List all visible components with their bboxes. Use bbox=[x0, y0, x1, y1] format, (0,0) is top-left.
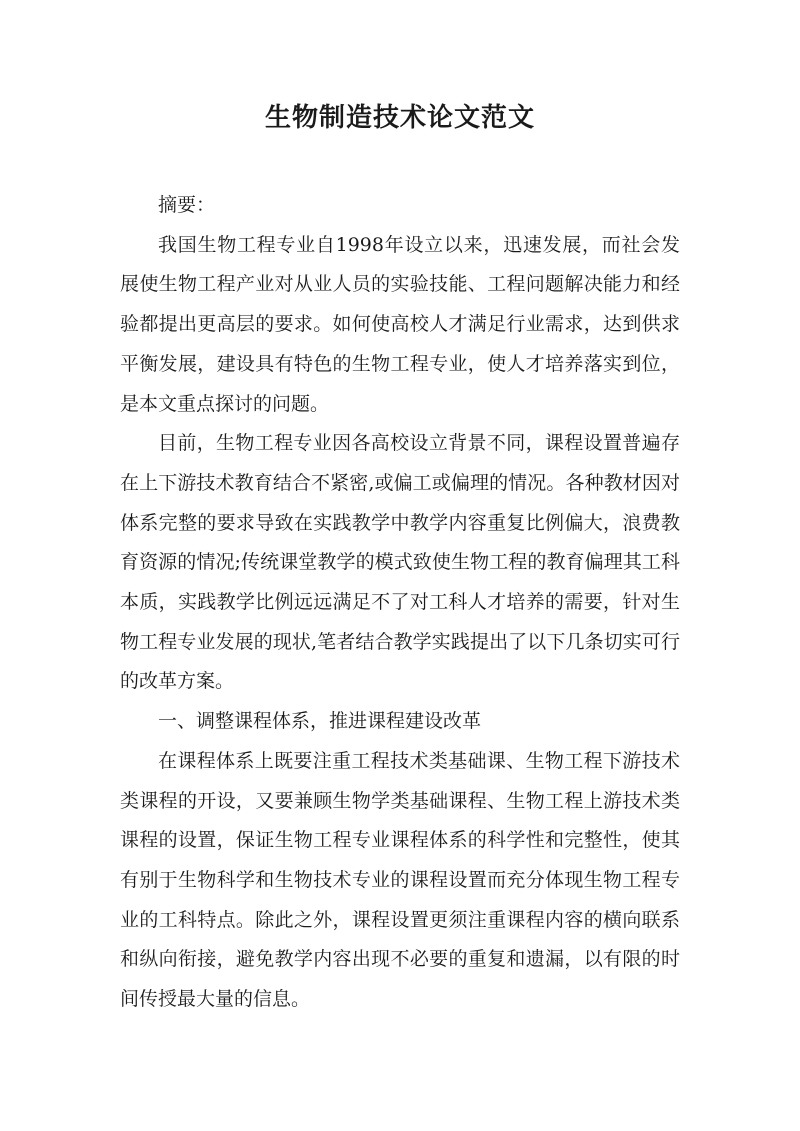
section-heading-1: 一、调整课程体系，推进课程建设改革 bbox=[158, 710, 482, 733]
paragraph-curriculum: 在课程体系上既要注重工程技术类基础课、生物工程下游技术类课程的开设，又要兼顾生物学类基础课程、生物工程上游技术类课程的设置，保证生物工程专业课程体系的科学性和完整性，使其有别于生物科学和生物技术专业的课程设置而充分体现生物工程专业的工科特点。除此之外，课程设置更须注重课程内容的横向联系和纵向衔接，避免教学内容出现不必要的重复和遗漏，以有限的时间传授最大量的信息。 bbox=[120, 749, 680, 1011]
document-title: 生物制造技术论文范文 bbox=[264, 103, 535, 133]
paragraph-current-situation: 目前，生物工程专业因各高校设立背景不同，课程设置普遍存在上下游技术教育结合不紧密,或偏工或偏理的情况。各种教材因对体系完整的要求导致在实践教学中教学内容重复比例偏大，浪费教育资源的情况;传统课堂教学的模式致使生物工程的教育偏理其工科本质，实践教学比例远远满足不了对工科人才培养的需要，针对生物工程专业发展的现状,笔者结合教学实践提出了以下几条切实可行的改革方案。 bbox=[120, 432, 680, 693]
document-body bbox=[120, 186, 680, 1020]
abstract-label: 摘要： bbox=[158, 194, 216, 216]
paragraph-intro: 我国生物工程专业自1998年设立以来，迅速发展，而社会发展使生物工程产业对从业人员的实验技能、工程问题解决能力和经验都提出更高层的要求。如何使高校人才满足行业需求，达到供求平衡发展，建设具有特色的生物工程专业，使人才培养落实到位，是本文重点探讨的问题。 bbox=[120, 233, 680, 415]
